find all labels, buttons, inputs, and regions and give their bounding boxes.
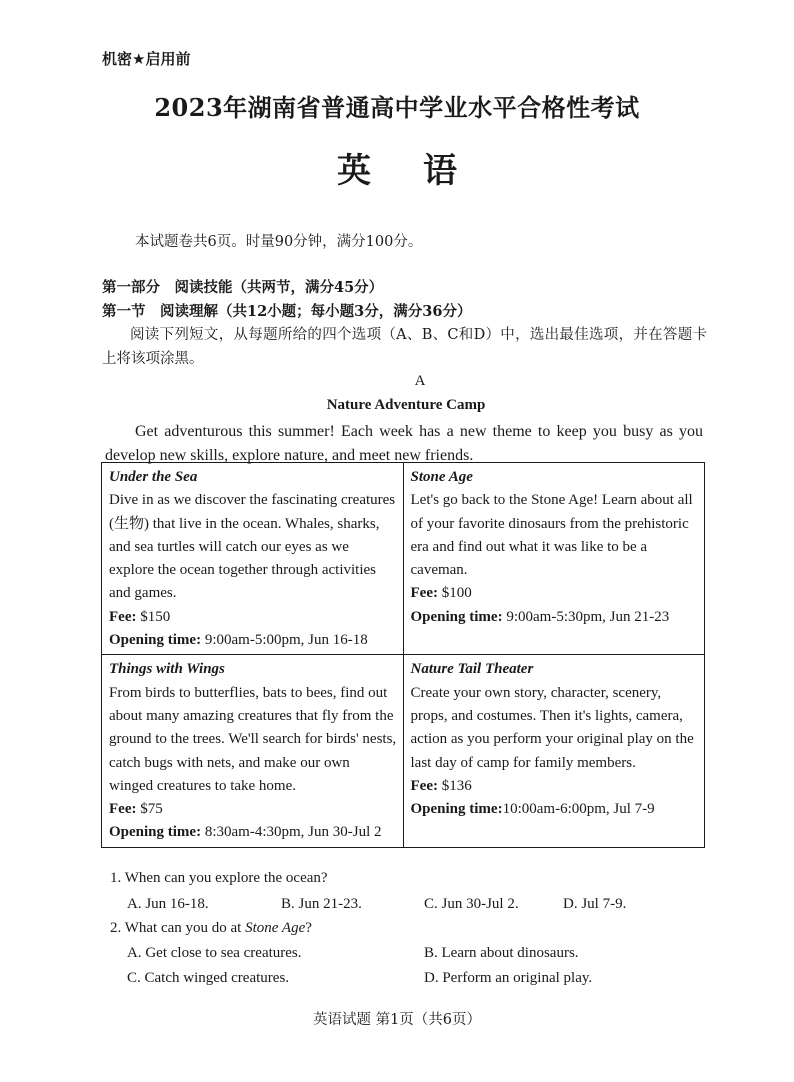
fee-value: $75 [140,801,163,818]
part-heading: 第一部分 阅读技能（共两节，满分45分） [102,279,384,296]
fee-label: Fee: [410,585,438,602]
time-value: 9:00am-5:30pm, Jun 21-23 [506,608,670,625]
question-stem [110,920,312,937]
camp-time [109,629,397,652]
camp-time [411,798,699,821]
camp-fee [411,582,699,605]
stem-text: 2. What can you do at [110,920,246,936]
passage-letter: A [414,373,426,389]
question-option: D. Jul 7-9. [563,896,627,912]
time-label: Opening time: [410,801,503,818]
time-label: Opening time: [109,824,202,841]
passage-intro: Get adventurous this summer! Each week has a new theme to keep you busy as you develop new skills, explore nature, and meet new friends. [105,423,703,464]
question-option: B. Jun 21-23. [281,896,362,912]
camp-time [109,821,397,844]
camp-table [101,462,705,848]
fee-label: Fee: [109,801,137,818]
question-option: B. Learn about dinosaurs. [424,945,579,961]
camp-description: From birds to butterflies, bats to bees, find out about many amazing creatures that fly from the ground to the trees. We'll search for birds' nests, catch bugs with nets, and make our own winged creatures to take home. [109,684,397,794]
camp-cell [403,463,705,655]
camp-time [411,606,699,629]
camp-cell [102,655,404,847]
exam-title: 2023年湖南省普通高中学业水平合格性考试 [154,93,640,122]
table-row [102,655,705,847]
subject-title: 英语 [337,151,509,191]
question-option: C. Catch winged creatures. [127,970,290,986]
time-value: 10:00am-6:00pm, Jul 7-9 [502,801,655,818]
fee-label: Fee: [109,608,137,625]
question-option: A. Get close to sea creatures. [127,945,302,961]
time-value: 9:00am-5:00pm, Jun 16-18 [204,632,368,649]
section-heading: 第一节 阅读理解（共12小题；每小题3分，满分36分） [102,303,472,320]
camp-cell [102,463,404,655]
camp-description: Let's go back to the Stone Age! Learn about all of your favorite dinosaurs from the prehistoric era and find out what it was like to be a caveman. [410,492,693,579]
camp-description: Dive in as we discover the fascinating creatures (生物) that live in the ocean. Whales, sharks, and sea turtles will catch our eyes as we explore the ocean together through activities and games. [109,492,396,602]
time-label: Opening time: [109,632,202,649]
instructions: 阅读下列短文，从每题所给的四个选项（A、B、C和D）中，选出最佳选项，并在答题卡上将该项涂黑。 [102,327,707,367]
fee-value: $100 [441,585,472,602]
page-footer: 英语试题 第1页（共6页） [312,1012,482,1028]
camp-fee [411,775,699,798]
stem-italic: Stone Age [245,920,306,936]
camp-name: Under the Sea [109,469,198,485]
camp-fee [109,606,397,629]
camp-description: Create your own story, character, scenery, props, and costumes. Then it's lights, camera, action as you perform your original play on the last day of camp for family members. [410,684,694,771]
question-option: C. Jun 30-Jul 2. [424,896,519,912]
camp-fee [109,798,397,821]
camp-name: Stone Age [410,469,473,485]
confidential-mark: 机密★启用前 [102,50,191,68]
camp-cell [403,655,705,847]
fee-value: $136 [441,777,472,794]
question-option: A. Jun 16-18. [127,896,209,912]
stem-text: ? [305,920,312,936]
table-row [102,463,705,655]
question-option: D. Perform an original play. [424,970,593,986]
camp-name: Things with Wings [109,661,225,678]
fee-value: $150 [140,608,171,625]
exam-info: 本试题卷共6页。时量90分钟，满分100分。 [135,234,423,250]
question-stem: 1. When can you explore the ocean? [110,870,328,886]
time-label: Opening time: [410,608,503,625]
camp-name: Nature Tail Theater [410,661,534,678]
time-value: 8:30am-4:30pm, Jun 30-Jul 2 [204,824,382,841]
fee-label: Fee: [410,777,438,794]
passage-title: Nature Adventure Camp [326,397,486,413]
